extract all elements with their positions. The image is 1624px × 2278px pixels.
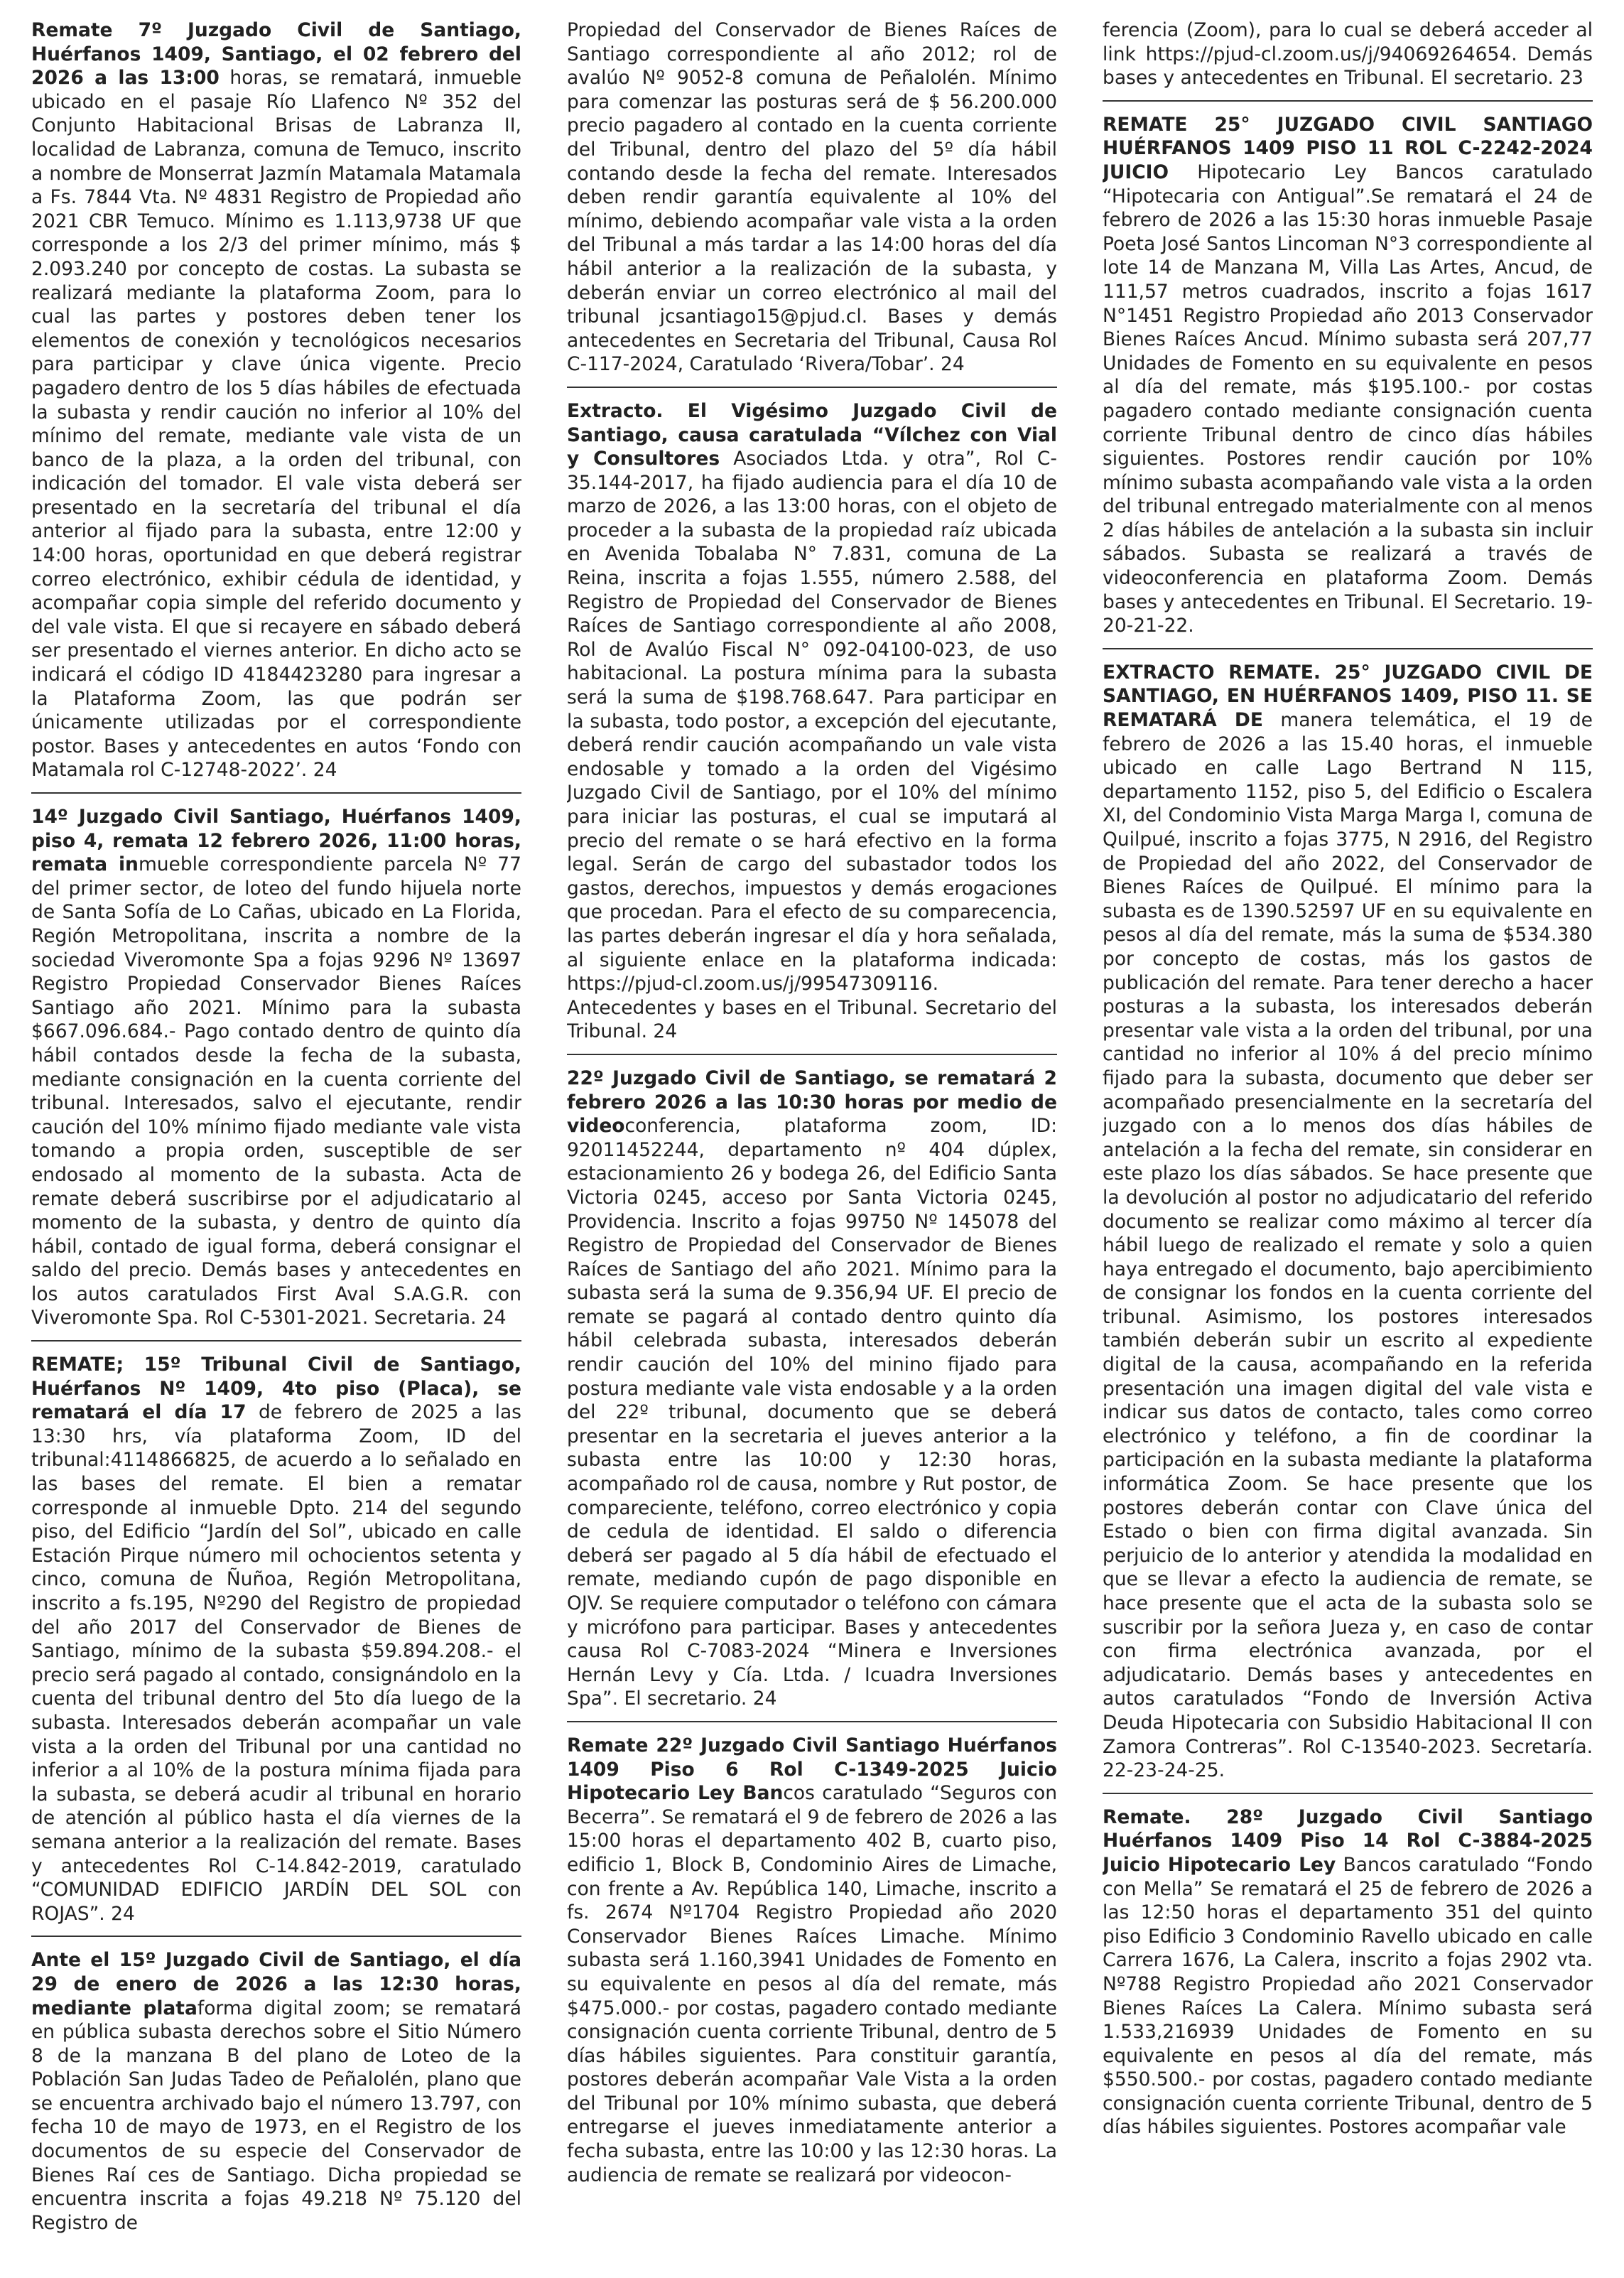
- notice-body: Bancos caratulado “Fondo con Mella” Se rematará el 25 de febrero de 2026 a las 12:50 horas el departamento 351 del quinto piso Edificio 3 Condominio Ravello ubicado en calle Carrera 1676, La Calera, inscrito a fojas 2902 vta. Nº788 Registro Propiedad año 2021 Conservador Bienes Raíces La Calera. Mínimo subasta será 1.533,216939 Unidades de Fomento en su equivalente en pesos al día del remate, más $550.500.- por costas, pagadero contado mediante consignación cuenta corriente Tribunal, dentro de 5 días hábiles siguientes. Postores acompañar vale: [1103, 1853, 1593, 2139]
- notice: [567, 18, 1057, 387]
- notice: [1103, 648, 1593, 1793]
- notice-heading: 22º Juzgado Civil de Santiago, se rematará 2 febrero 2026 a las 10:30 horas por medio de video: [567, 1067, 1057, 1138]
- column-1: [31, 18, 521, 2271]
- notice-heading: Remate 22º Juzgado Civil Santiago Huérfanos 1409 Piso 6 Rol C-1349-2025 Juicio Hipotecario Ley Ban: [567, 1734, 1057, 1805]
- notice: [31, 18, 521, 792]
- notice: [567, 1721, 1057, 2197]
- notice: [1103, 100, 1593, 648]
- notice-body: horas, se rematará, inmueble ubicado en el pasaje Río Llafenco Nº 352 del Conjunto Habitacional Brisas de Labranza II, localidad de Labranza, comuna de Temuco, inscrito a nombre de Monserrat Jazmín Matamala Matamala a Fs. 7844 Vta. Nº 4831 Registro de Propiedad año 2021 CBR Temuco. Mínimo es 1.113,9738 UF que corresponde a los 2/3 del primer mínimo, más $ 2.093.240 por concepto de costas. La subasta se realizará mediante la plataforma Zoom, para lo cual las partes y postores deben tener los elementos de conexión y tecnológicos necesarios para participar y clave única vigente. Precio pagadero dentro de los 5 días hábiles de efectuada la subasta y rendir caución no inferior al 10% del mínimo del remate, mediante vale vista de un banco de la plaza, a la orden del tribunal, con indicación del tomador. El vale vista deberá ser presentado en la secretaría del tribunal el día anterior al fijado para la subasta, entre 12:00 y 14:00 horas, oportunidad en que deberá registrar correo electrónico, exhibir cédula de identidad, y acompañar copia simple del referido documento y del vale vista. El que si recayere en sábado deberá ser presentado el viernes anterior. En dicho acto se indicará el código ID 4184423280 para ingresar a la Plataforma Zoom, las que podrán ser únicamente utilizadas por el correspondiente postor. Bases y antecedentes en autos ‘Fondo con Matamala rol C-12748-2022’. 24: [31, 67, 521, 782]
- notice-heading: REMATE 25° JUZGADO CIVIL SANTIAGO HUÉRFANOS 1409 PISO 11 ROL C-2242-2024 JUICIO: [1103, 113, 1593, 183]
- notice-heading: Ante el 15º Juzgado Civil de Santiago, el día 29 de enero de 2026 a las 12:30 horas, mediante plata: [31, 1949, 521, 2019]
- column-2: [567, 18, 1057, 2271]
- notice-body: Hipotecario Ley Bancos caratulado “Hipotecaria con Antigual”.Se rematará el 24 de febrero de 2026 a las 15:30 horas inmueble Pasaje Poeta José Santos Lincoman N°3 correspondiente al lote 14 de Manzana M, Villa Las Artes, Ancud, de 111,57 metros cuadrados, inscrito a fojas 1617 N°1451 Registro Propiedad año 2013 Conservador Bienes Raíces Ancud. Mínimo subasta será 207,77 Unidades de Fomento en su equivalente en pesos al día del remate, más $195.100.- por costas pagadero contado mediante consignación cuenta corriente Tribunal dentro de cinco días hábiles siguientes. Postores rendir caución por 10% mínimo subasta acompañando vale vista a la orden del tribunal entregado materialmente con al menos 2 días hábiles de antelación a la subasta sin incluir sábados. Subasta se realizará a través de videoconferencia en plataforma Zoom. Demás bases y antecedentes en Tribunal. El Secretario. 19-20-21-22.: [1103, 161, 1593, 637]
- notice-body: Asociados Ltda. y otra”, Rol C-35.144-2017, ha fijado audiencia para el día 10 de marzo de 2026, a las 13:00 horas, con el objeto de proceder a la subasta de la propiedad raíz ubicada en Avenida Tobalaba N° 7.831, comuna de La Reina, inscrita a fojas 1.555, número 2.588, del Registro de Propiedad del Conservador de Bienes Raíces de Santiago correspondiente al año 2008, Rol de Avalúo Fiscal N° 092-04100-023, de uso habitacional. La postura mínima para la subasta será la suma de $198.768.647. Para participar en la subasta, todo postor, a excepción del ejecutante, deberá rendir caución acompañando un vale vista endosable y tomado a la orden del Vigésimo Juzgado Civil de Santiago, por el 10% del mínimo para iniciar las posturas, el cual se imputará al precio del remate o se hará efectivo en la forma legal. Serán de cargo del subastador todos los gastos, derechos, impuestos y demás erogaciones que procedan. Para el efecto de su comparecencia, las partes deberán ingresar el día y hora señalada, al siguiente enlace en la plataforma indicada: https://pjud-cl.zoom.us/j/99547309116. Antecedentes y bases en el Tribunal. Secretario del Tribunal. 24: [567, 448, 1057, 1043]
- notice-heading: Extracto. El Vigésimo Juzgado Civil de Santiago, causa caratulada “Vílchez con Vial y Consultores: [567, 399, 1057, 470]
- notice-body: conferencia, plataforma zoom, ID: 92011452244, departamento nº 404 dúplex, estacionamiento 26 y bodega 26, del Edificio Santa Victoria 0245, acceso por Santa Victoria 0245, Providencia. Inscrito a fojas 99750 Nº 145078 del Registro de Propiedad del Conservador de Bienes Raíces de Santiago del año 2021. Mínimo para la subasta será la suma de 9.356,94 UF. El precio de remate se pagará al contado dentro quinto día hábil celebrada subasta, interesados deberán rendir caución del 10% del minino fijado para postura mediante vale vista endosable y a la orden del 22º tribunal, documento que se deberá presentar en la secretaria el jueves anterior a la subasta entre las 10:00 y 12:30 horas, acompañado rol de causa, nombre y Rut postor, de compareciente, teléfono, correo electrónico y copia de cedula de identidad. El saldo o diferencia deberá ser pagado al 5 día hábil de efectuado el remate, mediando cupón de pago disponible en OJV. Se requiere computador o teléfono con cámara y micrófono para participar. Bases y antecedentes causa Rol C-7083-2024 “Minera e Inversiones Hernán Levy y Cía. Ltda. / Icuadra Inversiones Spa”. El secretario. 24: [567, 1115, 1057, 1710]
- notice-heading: REMATE; 15º Tribunal Civil de Santiago, Huérfanos Nº 1409, 4to piso (Placa), se rematará el día 17: [31, 1354, 521, 1424]
- notice-body: ferencia (Zoom), para lo cual se deberá acceder al link https://pjud-cl.zoom.us/j/94069264654. Demás bases y antecedentes en Tribunal. El secretario. 23: [1103, 19, 1593, 90]
- notice-body: Propiedad del Conservador de Bienes Raíces de Santiago correspondiente al año 2012; rol de avalúo Nº 9052-8 comuna de Peñalolén. Mínimo para comenzar las posturas será de $ 56.200.000 precio pagadero al contado en la cuenta corriente del Tribunal, dentro del plazo del 5º día hábil contando desde la fecha del remate. Interesados deben rendir garantía equivalente al 10% del mínimo, debiendo acompañar vale vista a la orden del Tribunal a más tardar a las 14:00 horas del día hábil anterior a la realización de la subasta, y deberán enviar un correo electrónico al mail del tribunal jcsantiago15@pjud.cl. Bases y demás antecedentes en Secretaria del Tribunal, Causa Rol C-117-2024, Caratulado ‘Rivera/Tobar’. 24: [567, 19, 1057, 376]
- notice: [567, 1054, 1057, 1721]
- notice: [1103, 18, 1593, 100]
- notice: [31, 1340, 521, 1936]
- notice: [1103, 1793, 1593, 2149]
- notice-body: de febrero de 2025 a las 13:30 hrs, vía plataforma Zoom, ID del tribunal:4114866825, de acuerdo a lo señalado en las bases del remate. El bien a rematar corresponde al inmueble Dpto. 214 del segundo piso, del Edificio “Jardín del Sol”, ubicado en calle Estación Pirque número mil ochocientos setenta y cinco, comuna de Ñuñoa, Región Metropolitana, inscrito a fs.195, Nº290 del Registro de propiedad del año 2017 del Conservador de Bienes de Santiago, mínimo de la subasta $59.894.208.- el precio será pagado al contado, consignándolo en la cuenta del tribunal dentro del 5to día luego de la subasta. Interesados deberán acompañar un vale vista a la orden del Tribunal por una cantidad no inferior a al 10% de la postura mínima fijada para la subasta, se deberá acudir al tribunal en horario de atención al público hasta el día viernes de la semana anterior a la realización del remate. Bases y antecedentes Rol C-14.842-2019, caratulado “COMUNIDAD EDIFICIO JARDÍN DEL SOL con ROJAS”. 24: [31, 1401, 521, 1925]
- notice-heading: Remate 7º Juzgado Civil de Santiago, Huérfanos 1409, Santiago, el 02 febrero del 2026 a las 13:00: [31, 19, 521, 90]
- notice: [567, 387, 1057, 1054]
- notice: [31, 792, 521, 1340]
- column-3: [1103, 18, 1593, 2271]
- notice-heading: EXTRACTO REMATE. 25° JUZGADO CIVIL DE SANTIAGO, EN HUÉRFANOS 1409, PISO 11. SE REMATARÁ DE: [1103, 661, 1593, 732]
- notice-body: forma digital zoom; se rematará en pública subasta derechos sobre el Sitio Número 8 de la manzana B del plano de Loteo de la Población San Judas Tadeo de Peñalolén, plano que se encuentra archivado bajo el número 13.797, con fecha 10 de mayo de 1973, en el Registro de los documentos de su especie del Conservador de Bienes Raí ces de Santiago. Dicha propiedad se encuentra inscrita a fojas 49.218 Nº 75.120 del Registro de: [31, 1997, 521, 2234]
- notice-heading: 14º Juzgado Civil Santiago, Huérfanos 1409, piso 4, remata 12 febrero 2026, 11:00 horas, remata in: [31, 806, 521, 876]
- notice-heading: Remate. 28º Juzgado Civil Santiago Huérfanos 1409 Piso 14 Rol C-3884-2025 Juicio Hipotecario Ley: [1103, 1805, 1593, 1876]
- notice-body: cos caratulado “Seguros con Becerra”. Se rematará el 9 de febrero de 2026 a las 15:00 horas el departamento 402 B, cuarto piso, edificio 1, Block B, Condominio Aires de Limache, con frente a Av. República 140, Limache, inscrito a fs. 2674 Nº1704 Registro Propiedad año 2020 Conservador Bienes Raíces Limache. Mínimo subasta será 1.160,3941 Unidades de Fomento en su equivalente en pesos al día del remate, más $475.000.- por costas, pagadero contado mediante consignación cuenta corriente Tribunal, dentro de 5 días hábiles siguientes. Para constituir garantía, postores deberán acompañar Vale Vista a la orden del Tribunal por 10% mínimo subasta, que deberá entregarse el jueves inmediatamente anterior a fecha subasta, entre las 10:00 y las 12:30 horas. La audiencia de remate se realizará por videocon-: [567, 1782, 1057, 2186]
- notice: [31, 1936, 521, 2245]
- notice-body: manera telemática, el 19 de febrero de 2026 a las 15.40 horas, el inmueble ubicado en calle Lago Bertrand N 115, departamento 1152, piso 5, del Edificio o Escalera XI, del Condominio Vista Marga Marga I, comuna de Quilpué, inscrito a fojas 3775, N 2916, del Registro de Propiedad del año 2022, del Conservador de Bienes Raíces de Quilpué. El mínimo para la subasta es de 1390.52597 UF en su equivalente en pesos al día del remate, más la suma de $534.380 por concepto de costas, más los gastos de publicación del remate. Para tener derecho a hacer posturas a la subasta, los interesados deberán presentar vale vista a la orden del tribunal, por una cantidad no inferior al 10% á del precio mínimo fijado para la subasta, documento que deber ser acompañado presencialmente en la secretaría del juzgado con a lo menos dos días hábiles de antelación a la fecha del remate, sin considerar en este plazo los días sábados. Se hace presente que la devolución al postor no adjudicatario del referido documento se realizar como máximo al tercer día hábil luego de realizado el remate y solo a quien haya entregado el documento, bajo apercibimiento de consignar los fondos en la cuenta corriente del tribunal. Asimismo, los postores interesados también deberán subir un escrito al expediente digital de la causa, acompañando en la referida presentación una imagen digital del vale vista e indicar sus datos de contacto, tales como correo electrónico y teléfono, a fin de coordinar la participación en la subasta mediante la plataforma informática Zoom. Se hace presente que los postores deberán contar con Clave única del Estado o bien con firma digital avanzada. Sin perjuicio de lo anterior y atendida la modalidad en que se llevar a efecto la audiencia de remate, se hace presente que el acta de la subasta solo se suscribir por la señora Jueza y, en caso de contar con firma electrónica avanzada, por el adjudicatario. Demás bases y antecedentes en autos caratulados “Fondo de Inversión Activa Deuda Hipotecaria con Subsidio Habitacional II con Zamora Contreras”. Rol C-13540-2023. Secretaría. 22-23-24-25.: [1103, 709, 1593, 1782]
- notice-body: mueble correspondiente parcela Nº 77 del primer sector, de loteo del fundo hijuela norte de Santa Sofía de Lo Cañas, ubicado en La Florida, Región Metropolitana, inscrita a nombre de la sociedad Viveromonte Spa a fojas 9296 Nº 13697 Registro Propiedad Conservador Bienes Raíces Santiago año 2021. Mínimo para la subasta $667.096.684.- Pago contado dentro de quinto día hábil contados desde la fecha de la subasta, mediante consignación en la cuenta corriente del tribunal. Interesados, salvo el ejecutante, rendir caución del 10% mínimo fijado mediante vale vista tomando a propia orden, susceptible de ser endosado al momento de la subasta. Acta de remate deberá suscribirse por el adjudicatario al momento de la subasta, y dentro de quinto día hábil, contado de igual forma, deberá consignar el saldo del precio. Demás bases y antecedentes en los autos caratulados First Aval S.A.G.R. con Viveromonte Spa. Rol C-5301-2021. Secretaria. 24: [31, 853, 521, 1329]
